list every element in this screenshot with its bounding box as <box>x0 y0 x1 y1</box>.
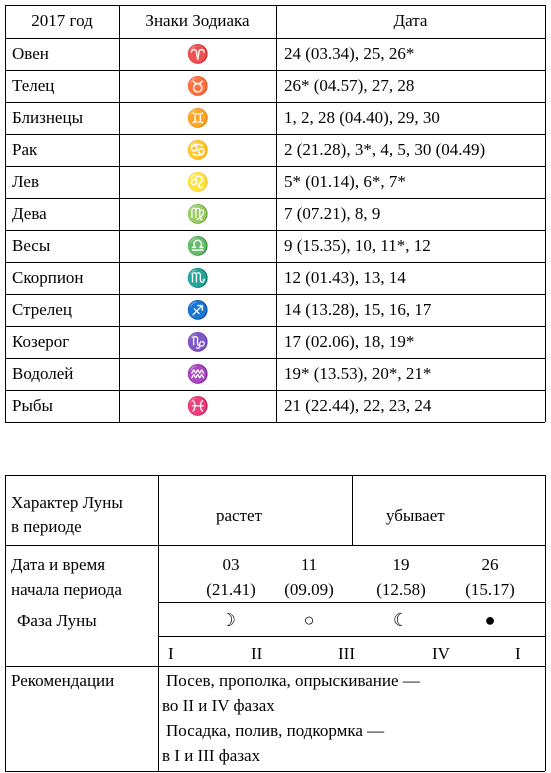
table-border <box>119 5 120 422</box>
sign-name: Водолей <box>12 364 74 383</box>
pisces-icon: ♓ <box>186 396 210 416</box>
table-border <box>5 358 545 359</box>
table-border <box>5 262 545 263</box>
sign-dates: 19* (13.53), 20*, 21* <box>284 364 432 383</box>
recommendations-label: Рекомендации <box>11 671 115 690</box>
moon-phase-label: Фаза Луны <box>17 611 97 630</box>
table-border <box>5 166 545 167</box>
table-border <box>5 5 6 422</box>
full-moon-icon: ○ <box>303 610 315 630</box>
period-time: (09.09) <box>284 580 334 599</box>
moon-character-label: в периоде <box>11 517 82 536</box>
table-border <box>5 102 545 103</box>
header-year: 2017 год <box>31 11 93 30</box>
phase-number: I <box>515 644 521 663</box>
table-border <box>545 5 546 422</box>
sign-name: Стрелец <box>12 300 72 319</box>
last-quarter-moon-icon: ☾ <box>392 610 410 630</box>
table-border <box>158 636 545 637</box>
sign-dates: 5* (01.14), 6*, 7* <box>284 172 406 191</box>
datetime-label: Дата и время <box>11 555 106 574</box>
sign-dates: 24 (03.34), 25, 26* <box>284 44 415 63</box>
aquarius-icon: ♒ <box>186 364 210 384</box>
taurus-icon: ♉ <box>186 76 210 96</box>
sign-dates: 12 (01.43), 13, 14 <box>284 268 406 287</box>
sagittarius-icon: ♐ <box>186 300 210 320</box>
header-dates: Дата <box>393 11 428 30</box>
new-moon-icon: ● <box>484 610 496 630</box>
sign-name: Овен <box>12 44 49 63</box>
sign-name: Телец <box>12 76 55 95</box>
scorpio-icon: ♏ <box>186 268 210 288</box>
table-border <box>5 198 545 199</box>
table-border <box>5 230 545 231</box>
table-border <box>5 5 545 6</box>
sign-name: Рак <box>12 140 38 159</box>
recommendation-line: Посев, прополка, опрыскивание — <box>166 671 420 690</box>
table-border <box>545 475 546 771</box>
sign-dates: 21 (22.44), 22, 23, 24 <box>284 396 432 415</box>
sign-name: Весы <box>12 236 51 255</box>
waning-label: убывает <box>386 506 445 525</box>
table-border <box>5 326 545 327</box>
virgo-icon: ♍ <box>186 204 210 224</box>
sign-name: Скорпион <box>12 268 84 287</box>
datetime-label: начала периода <box>11 580 122 599</box>
gemini-icon: ♊ <box>186 108 210 128</box>
table-border <box>5 134 545 135</box>
table-border <box>5 475 545 476</box>
period-date: 03 <box>222 555 240 574</box>
phase-number: III <box>338 644 355 663</box>
header-zodiac-signs: Знаки Зодиака <box>145 11 250 30</box>
period-time: (15.17) <box>465 580 515 599</box>
sign-dates: 17 (02.06), 18, 19* <box>284 332 415 351</box>
sign-name: Лев <box>12 172 39 191</box>
sign-name: Рыбы <box>12 396 53 415</box>
phase-number: II <box>251 644 263 663</box>
recommendation-line: Посадка, полив, подкормка — <box>166 721 385 740</box>
table-border <box>5 771 545 772</box>
period-date: 11 <box>300 555 318 574</box>
phase-number: IV <box>432 644 450 663</box>
recommendation-line: во II и IV фазах <box>162 696 275 715</box>
table-border <box>352 475 353 545</box>
table-border <box>5 666 545 667</box>
sign-dates: 1, 2, 28 (04.40), 29, 30 <box>284 108 440 127</box>
table-border <box>276 5 277 422</box>
recommendation-line: в I и III фазах <box>162 746 261 765</box>
table-border <box>5 70 545 71</box>
moon-character-label: Характер Луны <box>11 493 123 512</box>
sign-dates: 14 (13.28), 15, 16, 17 <box>284 300 432 319</box>
period-time: (12.58) <box>376 580 426 599</box>
table-border <box>5 422 545 423</box>
first-quarter-moon-icon: ☽ <box>219 610 237 630</box>
sign-dates: 2 (21.28), 3*, 4, 5, 30 (04.49) <box>284 140 486 159</box>
table-border <box>158 475 159 771</box>
phase-number: I <box>168 644 174 663</box>
sign-name: Дева <box>12 204 47 223</box>
sign-name: Козерог <box>12 332 70 351</box>
capricorn-icon: ♑ <box>186 332 210 352</box>
period-date: 26 <box>481 555 499 574</box>
sign-dates: 7 (07.21), 8, 9 <box>284 204 381 223</box>
table-border <box>5 475 6 771</box>
aries-icon: ♈ <box>186 44 210 64</box>
period-time: (21.41) <box>206 580 256 599</box>
table-border <box>158 602 545 603</box>
libra-icon: ♎ <box>186 236 210 256</box>
sign-dates: 26* (04.57), 27, 28 <box>284 76 415 95</box>
leo-icon: ♌ <box>186 172 210 192</box>
cancer-icon: ♋ <box>186 140 210 160</box>
sign-dates: 9 (15.35), 10, 11*, 12 <box>284 236 431 255</box>
sign-name: Близнецы <box>12 108 83 127</box>
table-border <box>5 294 545 295</box>
table-border <box>5 545 545 546</box>
table-border <box>5 38 545 39</box>
growing-label: растет <box>216 506 262 525</box>
period-date: 19 <box>392 555 410 574</box>
table-border <box>5 390 545 391</box>
